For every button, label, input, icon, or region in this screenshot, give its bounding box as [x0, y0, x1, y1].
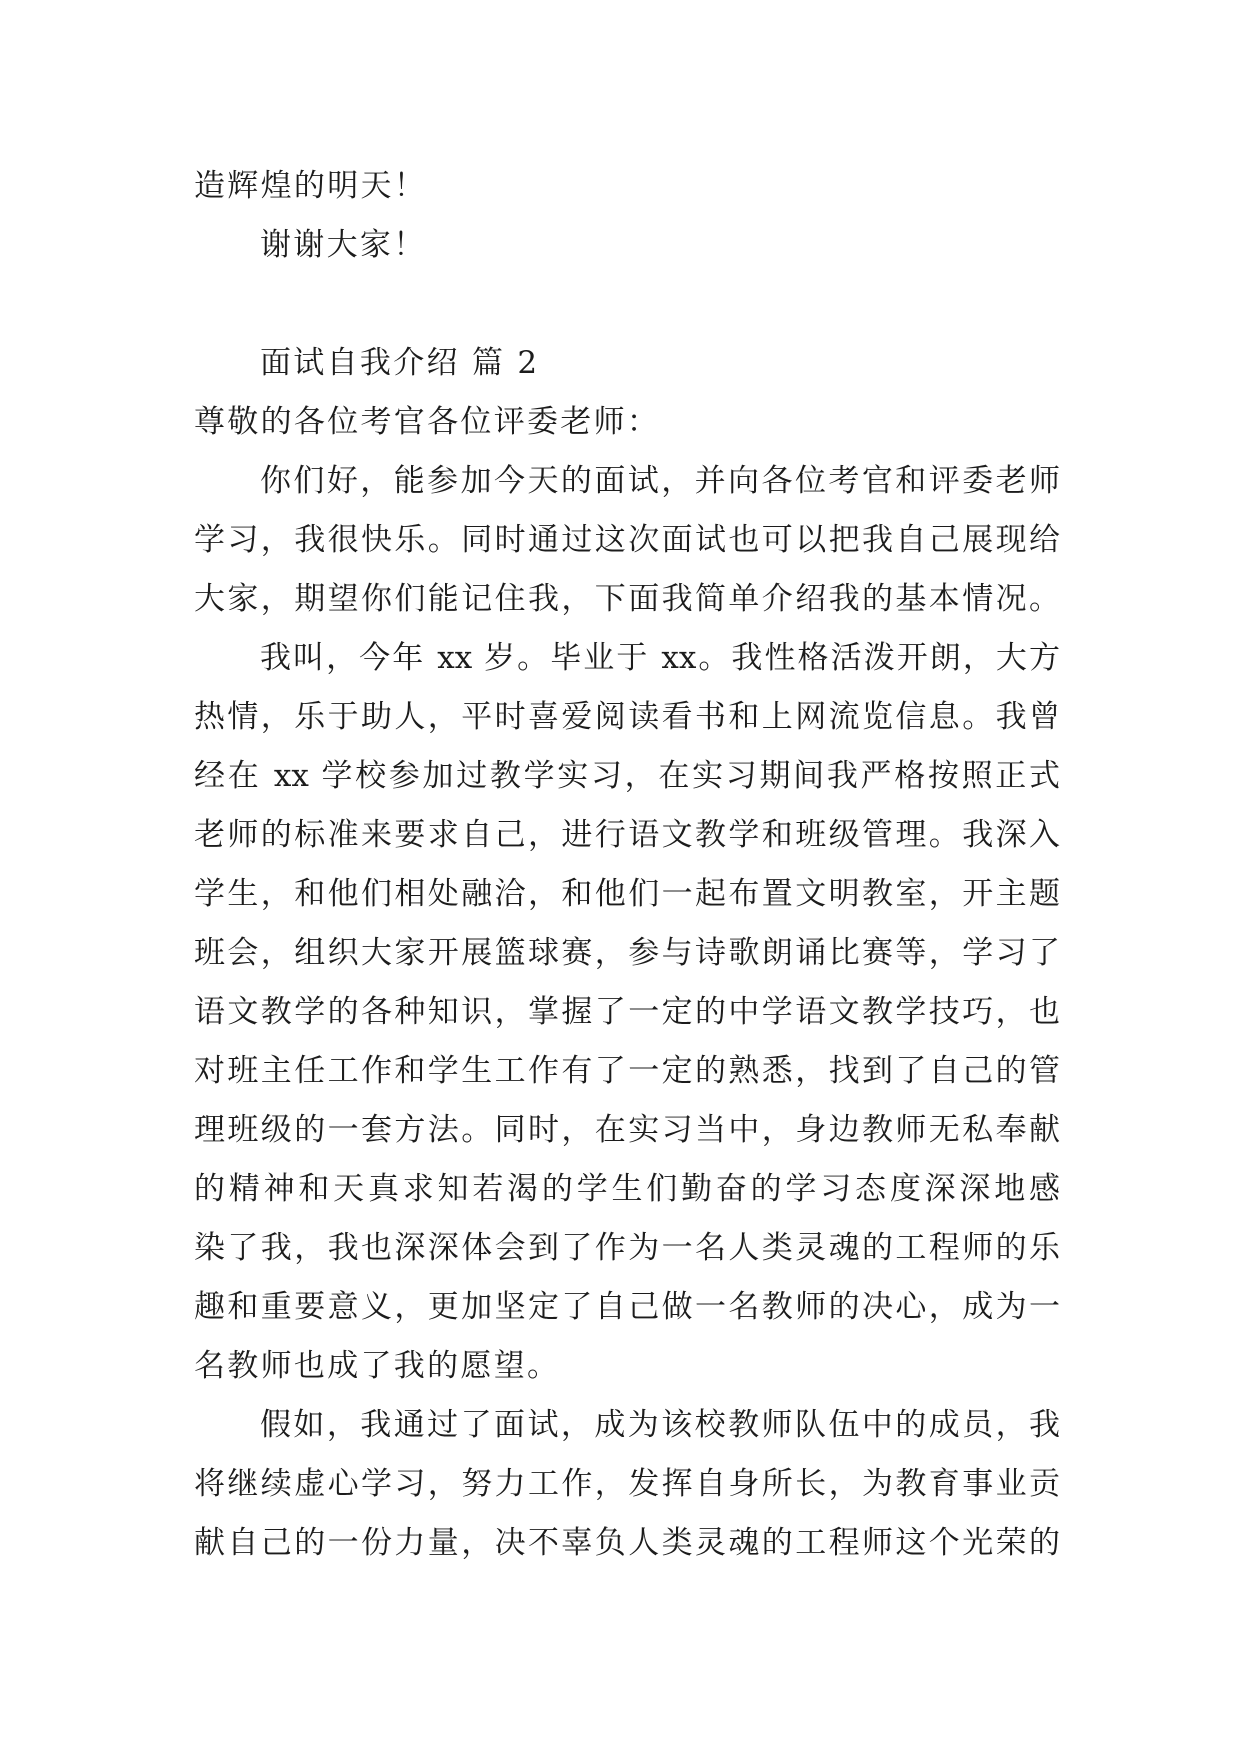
- paragraph-line: 理班级的一套方法。同时，在实习当中，身边教师无私奉献: [194, 1112, 1060, 1148]
- paragraph-line: 老师的标准来要求自己，进行语文教学和班级管理。我深入: [194, 817, 1060, 853]
- section-title: 面试自我介绍 篇 2: [260, 345, 540, 381]
- closing-thanks: 谢谢大家！: [260, 227, 427, 263]
- paragraph-line: 染了我，我也深深体会到了作为一名人类灵魂的工程师的乐: [194, 1230, 1060, 1266]
- paragraph-line: 献自己的一份力量，决不辜负人类灵魂的工程师这个光荣的: [194, 1525, 1060, 1561]
- paragraph-line: 学习，我很快乐。同时通过这次面试也可以把我自己展现给: [194, 522, 1060, 558]
- continued-line: 造辉煌的明天！: [194, 168, 428, 204]
- paragraph-line: 将继续虚心学习，努力工作，发挥自身所长，为教育事业贡: [194, 1466, 1060, 1502]
- paragraph-line: 大家，期望你们能记住我，下面我简单介绍我的基本情况。: [194, 581, 1060, 617]
- document-body: [194, 157, 1060, 1573]
- paragraph-line: 我叫，今年 xx 岁。毕业于 xx。我性格活泼开朗，大方: [260, 640, 1060, 676]
- paragraph-line: 名教师也成了我的愿望。: [194, 1348, 561, 1384]
- paragraph-line: 的精神和天真求知若渴的学生们勤奋的学习态度深深地感: [194, 1171, 1060, 1207]
- paragraph-line: 语文教学的各种知识，掌握了一定的中学语文教学技巧，也: [194, 994, 1060, 1030]
- paragraph-line: 趣和重要意义，更加坚定了自己做一名教师的决心，成为一: [194, 1289, 1060, 1325]
- paragraph-line: 学生，和他们相处融洽，和他们一起布置文明教室，开主题: [194, 876, 1060, 912]
- paragraph-line: 热情，乐于助人，平时喜爱阅读看书和上网流览信息。我曾: [194, 699, 1060, 735]
- blank-line: [194, 275, 1060, 334]
- paragraph-line: 你们好，能参加今天的面试，并向各位考官和评委老师: [260, 463, 1060, 499]
- paragraph-line: 经在 xx 学校参加过教学实习，在实习期间我严格按照正式: [194, 758, 1060, 794]
- paragraph-line: 假如，我通过了面试，成为该校教师队伍中的成员，我: [260, 1407, 1060, 1443]
- salutation: 尊敬的各位考官各位评委老师：: [194, 404, 661, 440]
- paragraph-line: 对班主任工作和学生工作有了一定的熟悉，找到了自己的管: [194, 1053, 1060, 1089]
- paragraph-line: 班会，组织大家开展篮球赛，参与诗歌朗诵比赛等，学习了: [194, 935, 1060, 971]
